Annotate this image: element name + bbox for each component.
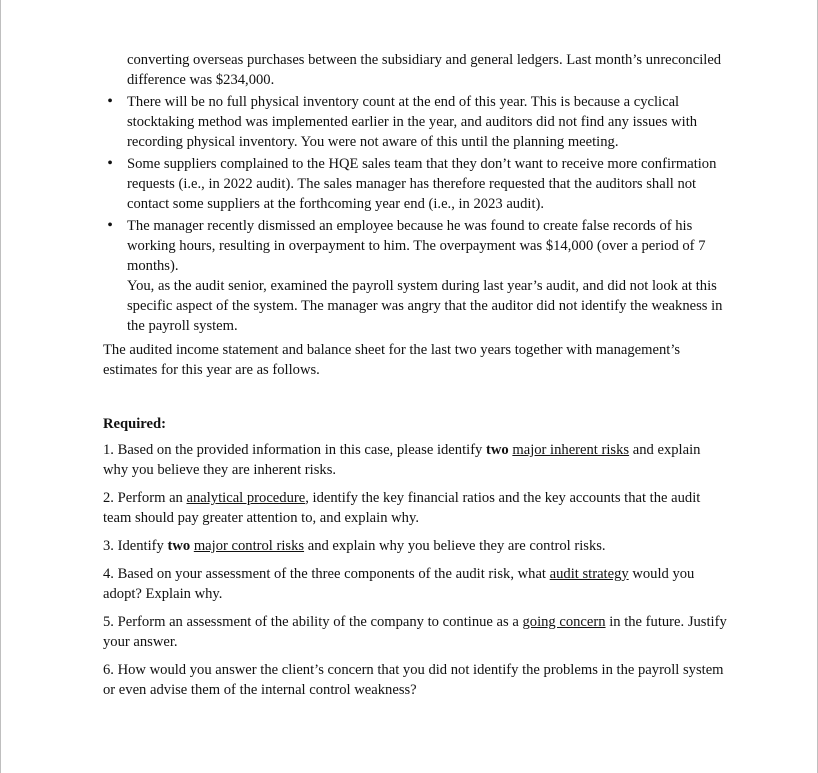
question-4	[103, 564, 728, 604]
question-text: 2. Perform an	[103, 490, 187, 506]
question-text: 5. Perform an assessment of the ability of the company to continue as a	[103, 614, 523, 630]
emphasis-underline: major inherent risks	[512, 442, 630, 458]
continued-bullet-text: converting overseas purchases between the subsidiary and general ledgers. Last month’s unreconciled difference was $234,000.	[127, 52, 722, 88]
case-facts-list	[103, 92, 728, 336]
question-text: in the future. Justify your answer.	[103, 614, 727, 650]
bullet-icon: •	[107, 155, 113, 172]
question-text: 4. Based on your assessment of the three components of the audit risk, what	[103, 566, 550, 582]
question-text: , identify the key financial ratios and the key accounts that the audit team should pay greater attention to, and explain why.	[103, 490, 701, 526]
required-heading: Required:	[103, 416, 166, 432]
emphasis-bold: two	[486, 442, 509, 458]
question-text: 3. Identify	[103, 538, 168, 554]
question-text: and explain why you believe they are inherent risks.	[103, 442, 701, 478]
bullet-text: Some suppliers complained to the HQE sales team that they don’t want to receive more confirmation requests (i.e., in 2022 audit). The sales manager has therefore requested that the auditors shall not contact some suppliers at the forthcoming year end (i.e., in 2023 audit).	[127, 156, 717, 212]
question-text: and explain why you believe they are control risks.	[304, 538, 606, 554]
emphasis-underline: major control risks	[193, 538, 305, 554]
question-2	[103, 488, 728, 528]
list-item	[103, 216, 728, 336]
bullet-icon: •	[107, 217, 113, 234]
list-item	[103, 154, 728, 214]
bullet-text: The manager recently dismissed an employee because he was found to create false records of his working hours, resulting in overpayment to him. The overpayment was $14,000 (over a period of 7 months).	[127, 218, 706, 274]
question-text: 1. Based on the provided information in this case, please identify	[103, 442, 486, 458]
question-text: would you adopt? Explain why.	[103, 566, 695, 602]
document-content	[103, 50, 728, 708]
emphasis-underline: going concern	[522, 614, 606, 630]
bullet-extra-text: You, as the audit senior, examined the payroll system during last year’s audit, and did not look at this specific aspect of the system. The manager was angry that the auditor did not identify the weakness in the payroll system.	[127, 278, 723, 334]
emphasis-underline: audit strategy	[549, 566, 629, 582]
emphasis-underline: analytical procedure	[186, 490, 306, 506]
emphasis-bold: two	[167, 538, 191, 554]
question-6: 6. How would you answer the client’s concern that you did not identify the problems in the payroll system or even advise them of the internal control weakness?	[103, 662, 724, 698]
intro-paragraph: The audited income statement and balance sheet for the last two years together with management’s estimates for this year are as follows.	[103, 342, 681, 378]
list-item	[103, 92, 728, 152]
question-5	[103, 612, 728, 652]
bullet-icon: •	[107, 93, 113, 110]
question-1	[103, 440, 728, 480]
bullet-text: There will be no full physical inventory count at the end of this year. This is because a cyclical stocktaking method was implemented earlier in the year, and auditors did not find any issues with recording physical inventory. You were not aware of this until the planning meeting.	[127, 94, 698, 150]
question-3	[103, 536, 728, 556]
